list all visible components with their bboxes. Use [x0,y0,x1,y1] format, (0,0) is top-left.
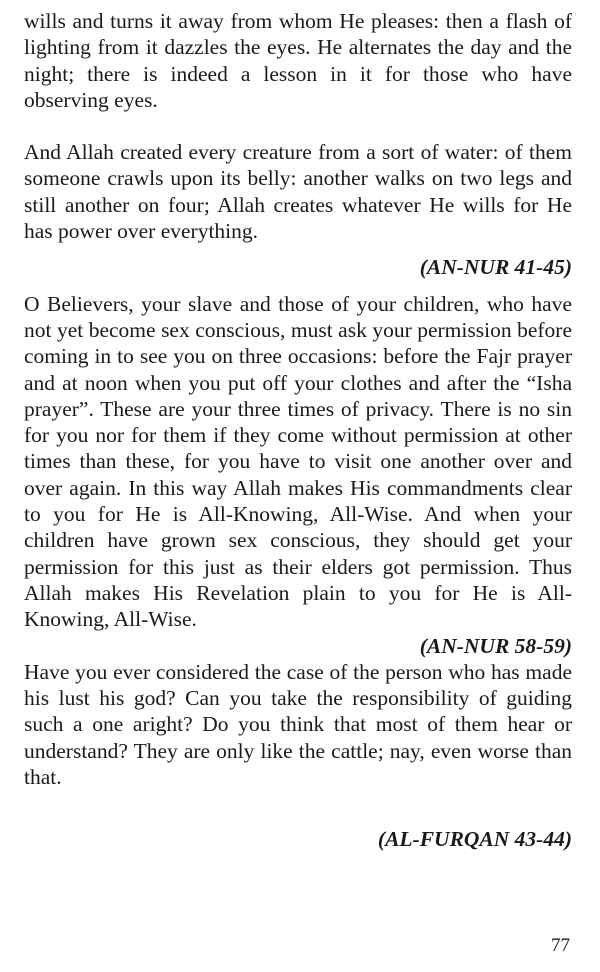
paragraph-lightning: wills and turns it away from whom He pleases: then a flash of lighting from it dazzles the eyes. He alternates the day and the night; there is indeed a lesson in it for those who have observing eyes. [24,9,572,112]
page-body [24,8,572,853]
page-number: 77 [551,935,570,956]
paragraph-creatures: And Allah created every creature from a sort of water: of them someone crawls upon its belly: another walks on two legs and still another on four; Allah creates whatever He wills for He has power over everything. [24,140,572,244]
reference-an-nur-41-45: (AN-NUR 41-45) [419,255,572,280]
paragraph-lust: Have you ever considered the case of the person who has made his lust his god? Can you take the responsibility of guiding such a one aright? Do you think that most of them hear or understand? They are only like the cattle; nay, even worse than that. [24,659,572,790]
paragraph-privacy: O Believers, your slave and those of your children, who have not yet become sex conscious, must ask your permission before coming in to see you on three occasions: before the Fajr prayer and at noon when you put off your clothes and after the “Isha prayer”. These are your three times of privacy. There is no sin for you nor for them if they come without permission at other times than these, for you have to visit one another over and over again. In this way Allah makes His commandments clear to you for He is All-Knowing, All-Wise. And when your children have grown sex conscious, they should get your permission for this just as their elders got permission. Thus Allah makes His Revelation plain to you for He is All-Knowing, All-Wise. [24,291,572,632]
reference-an-nur-58-59: (AN-NUR 58-59) [419,633,572,658]
reference-al-furqan-43-44: (AL-FURQAN 43-44) [377,827,572,852]
